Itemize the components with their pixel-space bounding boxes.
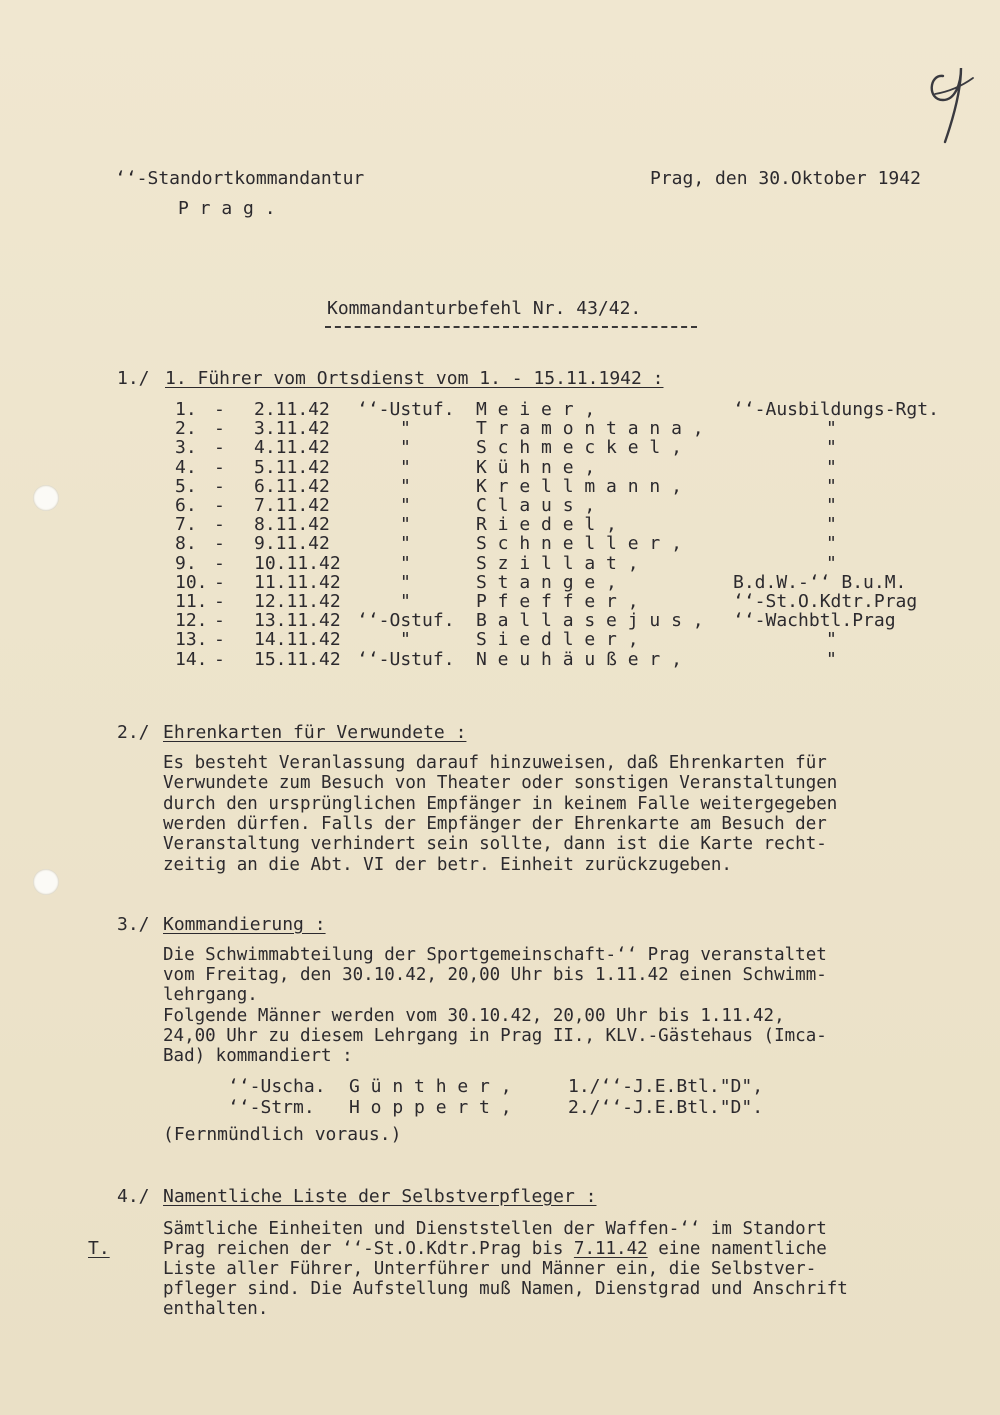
duty-row xyxy=(0,572,1000,592)
duty-row xyxy=(0,629,1000,649)
row-dash: - xyxy=(214,648,225,670)
row-dash: - xyxy=(214,610,225,632)
section-4-heading: Namentliche Liste der Selbstverpfleger : xyxy=(163,1186,597,1207)
section-4-line-2 xyxy=(163,1239,827,1259)
row-date: 6.11.42 xyxy=(254,475,330,497)
man-unit: 2./ʻʻ-J.E.Btl."D". xyxy=(568,1096,764,1118)
row-number: 4. xyxy=(175,456,197,478)
section-2-line: Es besteht Veranlassung darauf hinzuweisen, daß Ehrenkarten für xyxy=(163,753,827,773)
row-name: K ü h n e , xyxy=(476,456,596,478)
section-3-line: Folgende Männer werden vom 30.10.42, 20,00 Uhr bis 1.11.42, xyxy=(163,1005,785,1026)
row-name: R i e d e l , xyxy=(476,514,617,536)
section-3-note: (Fernmündlich voraus.) xyxy=(163,1124,402,1145)
row-name: M e i e r , xyxy=(476,399,596,420)
title-underline xyxy=(325,326,697,328)
row-dash: - xyxy=(214,533,225,555)
row-number: 7. xyxy=(175,514,197,536)
section-3-line: Bad) kommandiert : xyxy=(163,1046,353,1066)
row-rank: ʻʻ-Ostuf. xyxy=(357,610,455,632)
man-name: G ü n t h e r , xyxy=(349,1076,512,1097)
place-date: Prag, den 30.Oktober 1942 xyxy=(650,168,921,189)
row-rank: " xyxy=(400,514,411,536)
row-dash: - xyxy=(214,571,225,593)
sender-line-1: ʻʻ-Standortkommandantur xyxy=(115,168,365,189)
section-3-number: 3./ xyxy=(117,914,150,935)
section-4-deadline-date: 7.11.42 xyxy=(573,1239,648,1259)
row-dash: - xyxy=(214,418,225,440)
row-dash: - xyxy=(214,437,225,459)
duty-row xyxy=(0,437,1000,457)
row-rank: " xyxy=(400,629,411,651)
row-unit: " xyxy=(826,533,837,555)
section-4-line-2-end: eine namentliche xyxy=(647,1239,827,1259)
punch-hole-lower xyxy=(33,869,59,895)
row-rank: " xyxy=(400,552,411,574)
section-4-line: enthalten. xyxy=(163,1299,269,1320)
row-dash: - xyxy=(214,514,225,536)
row-number: 14. xyxy=(175,648,208,670)
row-unit: " xyxy=(826,648,837,670)
row-date: 15.11.42 xyxy=(254,648,341,670)
row-number: 5. xyxy=(175,475,197,497)
duty-row xyxy=(0,399,1000,419)
duty-row xyxy=(0,533,1000,553)
row-dash: - xyxy=(214,629,225,651)
assigned-man-row xyxy=(0,1076,1000,1096)
row-date: 11.11.42 xyxy=(254,571,341,593)
row-dash: - xyxy=(214,591,225,612)
duty-row xyxy=(0,418,1000,438)
row-unit: " xyxy=(826,475,837,497)
row-date: 13.11.42 xyxy=(254,610,341,632)
row-rank: " xyxy=(400,495,411,516)
section-3-line: vom Freitag, den 30.10.42, 20,00 Uhr bis 1.11.42 einen Schwimm- xyxy=(163,965,827,986)
row-unit: " xyxy=(826,418,837,440)
row-date: 5.11.42 xyxy=(254,456,330,478)
row-number: 9. xyxy=(175,552,197,574)
duty-row xyxy=(0,476,1000,496)
row-date: 7.11.42 xyxy=(254,495,330,516)
section-2-line: Veranstaltung verhindert sein sollte, dann ist die Karte recht- xyxy=(163,834,827,855)
section-1-heading: 1. Führer vom Ortsdienst vom 1. - 15.11.1942 : xyxy=(165,368,664,389)
row-date: 14.11.42 xyxy=(254,629,341,651)
row-name: B a l l a s e j u s , xyxy=(476,610,704,632)
row-name: S t a n g e , xyxy=(476,571,617,593)
page-title: Kommandanturbefehl Nr. 43/42. xyxy=(327,298,642,319)
row-unit: ʻʻ-Wachbtl.Prag xyxy=(733,610,896,632)
section-1-number: 1./ xyxy=(117,368,150,389)
section-3-heading: Kommandierung : xyxy=(163,914,326,935)
row-rank: " xyxy=(400,475,411,497)
man-rank: ʻʻ-Strm. xyxy=(228,1096,315,1118)
row-date: 4.11.42 xyxy=(254,437,330,459)
section-2-line: werden dürfen. Falls der Empfänger der Ehrenkarte am Besuch der xyxy=(163,813,827,834)
row-number: 2. xyxy=(175,418,197,440)
row-unit: " xyxy=(826,456,837,478)
row-number: 12. xyxy=(175,610,208,632)
row-number: 10. xyxy=(175,571,208,593)
row-unit: B.d.W.-ʻʻ B.u.M. xyxy=(733,571,907,593)
section-4-margin-mark: T. xyxy=(88,1238,110,1259)
row-rank: ʻʻ-Ustuf. xyxy=(357,648,455,670)
row-name: S c h m e c k e l , xyxy=(476,437,682,459)
man-unit: 1./ʻʻ-J.E.Btl."D", xyxy=(568,1076,764,1097)
assigned-man-row xyxy=(0,1097,1000,1117)
row-unit: " xyxy=(826,552,837,574)
row-name: S i e d l e r , xyxy=(476,629,639,651)
row-number: 8. xyxy=(175,533,197,555)
duty-row xyxy=(0,649,1000,669)
row-unit: " xyxy=(826,629,837,651)
duty-row xyxy=(0,553,1000,573)
row-number: 1. xyxy=(175,399,197,420)
row-date: 8.11.42 xyxy=(254,514,330,536)
row-dash: - xyxy=(214,456,225,478)
sender-line-2: P r a g . xyxy=(178,198,276,219)
section-2-line: durch den ursprünglichen Empfänger in keinem Falle weitergegeben xyxy=(163,793,838,814)
row-dash: - xyxy=(214,495,225,516)
row-rank: " xyxy=(400,418,411,440)
section-2-line: Verwundete zum Besuch von Theater oder sonstigen Veranstaltungen xyxy=(163,773,838,794)
row-rank: " xyxy=(400,591,411,612)
row-name: S c h n e l l e r , xyxy=(476,533,682,555)
section-3-line: Die Schwimmabteilung der Sportgemeinschaft-ʻʻ Prag veranstaltet xyxy=(163,945,827,965)
row-rank: " xyxy=(400,456,411,478)
section-4-line-1: Sämtliche Einheiten und Dienststellen der Waffen-ʻʻ im Standort xyxy=(163,1219,827,1239)
duty-row xyxy=(0,495,1000,515)
row-unit: ʻʻ-Ausbildungs-Rgt. xyxy=(733,399,939,420)
row-dash: - xyxy=(214,399,225,420)
section-3-line: lehrgang. xyxy=(163,985,258,1006)
row-name: K r e l l m a n n , xyxy=(476,475,682,497)
section-2-heading: Ehrenkarten für Verwundete : xyxy=(163,722,467,743)
row-number: 13. xyxy=(175,629,208,651)
duty-row xyxy=(0,591,1000,611)
row-date: 9.11.42 xyxy=(254,533,330,555)
duty-row xyxy=(0,457,1000,477)
row-date: 3.11.42 xyxy=(254,418,330,440)
row-number: 11. xyxy=(175,591,208,612)
handwritten-folio-mark xyxy=(915,58,985,148)
row-name: S z i l l a t , xyxy=(476,552,639,574)
row-number: 3. xyxy=(175,437,197,459)
row-dash: - xyxy=(214,552,225,574)
row-date: 2.11.42 xyxy=(254,399,330,420)
row-unit: " xyxy=(826,495,837,516)
row-date: 10.11.42 xyxy=(254,552,341,574)
row-dash: - xyxy=(214,475,225,497)
row-number: 6. xyxy=(175,495,197,516)
section-4-line: pfleger sind. Die Aufstellung muß Namen, Dienstgrad und Anschrift xyxy=(163,1279,848,1300)
row-name: P f e f f e r , xyxy=(476,591,639,612)
row-rank: ʻʻ-Ustuf. xyxy=(357,399,455,420)
row-date: 12.11.42 xyxy=(254,591,341,612)
man-name: H o p p e r t , xyxy=(349,1096,512,1118)
row-name: T r a m o n t a n a , xyxy=(476,418,704,440)
man-rank: ʻʻ-Uscha. xyxy=(228,1076,326,1097)
section-2-line: zeitig an die Abt. VI der betr. Einheit zurückzugeben. xyxy=(163,854,732,875)
section-4-line-2-start: Prag reichen der ʻʻ-St.O.Kdtr.Prag bis xyxy=(163,1239,574,1259)
row-unit: ʻʻ-St.O.Kdtr.Prag xyxy=(733,591,918,612)
section-4-line: Liste aller Führer, Unterführer und Männer ein, die Selbstver- xyxy=(163,1259,817,1279)
duty-row xyxy=(0,610,1000,630)
row-name: C l a u s , xyxy=(476,495,596,516)
section-3-line: 24,00 Uhr zu diesem Lehrgang in Prag II., KLV.-Gästehaus (Imca- xyxy=(163,1025,827,1046)
row-rank: " xyxy=(400,437,411,459)
row-unit: " xyxy=(826,437,837,459)
duty-row xyxy=(0,514,1000,534)
row-name: N e u h ä u ß e r , xyxy=(476,648,682,670)
row-unit: " xyxy=(826,514,837,536)
section-4-number: 4./ xyxy=(117,1186,150,1207)
row-rank: " xyxy=(400,533,411,555)
section-2-number: 2./ xyxy=(117,722,150,743)
row-rank: " xyxy=(400,571,411,593)
